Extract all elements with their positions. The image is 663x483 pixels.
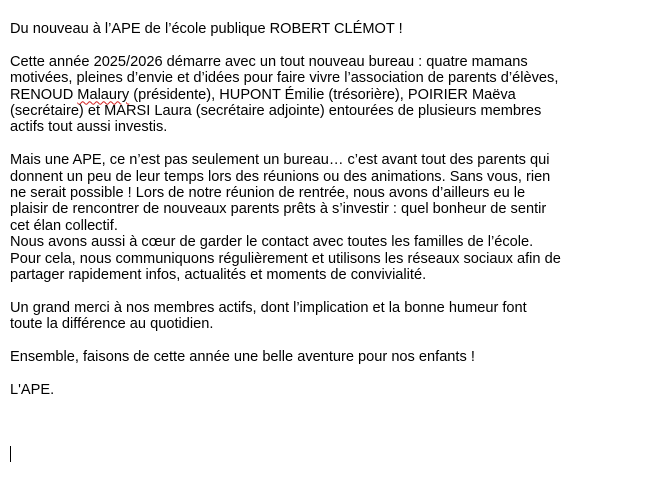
text-line: actifs tout aussi investis. bbox=[10, 119, 168, 136]
paragraph-contact bbox=[10, 234, 658, 283]
text-cursor bbox=[10, 446, 11, 462]
document-title bbox=[10, 21, 658, 37]
paragraph-parents bbox=[10, 152, 658, 234]
text-line: Mais une APE, ce n’est pas seulement un bureau… c’est avant tout des parents qui bbox=[10, 152, 550, 169]
signature-text: L'APE. bbox=[10, 381, 55, 398]
text-run: (présidente), HUPONT Émilie (trésorière), POIRIER Maëva bbox=[129, 86, 516, 103]
text-line: Un grand merci à nos membres actifs, dont l’implication et la bonne humeur font bbox=[10, 299, 527, 316]
text-line: Ensemble, faisons de cette année une belle aventure pour nos enfants ! bbox=[10, 349, 475, 366]
text-line: Cette année 2025/2026 démarre avec un tout nouveau bureau : quatre mamans bbox=[10, 53, 528, 70]
text-line: ne serait possible ! Lors de notre réunion de rentrée, nous avons d’ailleurs eu le bbox=[10, 185, 526, 202]
text-line: cet élan collectif. bbox=[10, 217, 118, 234]
text-line: donnent un peu de leur temps lors des réunions ou des animations. Sans vous, rien bbox=[10, 168, 551, 185]
text-line: toute la différence au quotidien. bbox=[10, 316, 214, 333]
text-line: plaisir de rencontrer de nouveaux parents prêts à s’investir : quel bonheur de sentir bbox=[10, 201, 547, 218]
paragraph-thanks bbox=[10, 300, 658, 333]
paragraph-new-board bbox=[10, 54, 658, 136]
text-line bbox=[10, 87, 658, 103]
text-line: partager rapidement infos, actualités et moments de convivialité. bbox=[10, 267, 427, 284]
misspelled-word[interactable]: Malaury bbox=[77, 86, 130, 103]
text-line: (secrétaire) et MARSI Laura (secrétaire adjointe) entourées de plusieurs membres bbox=[10, 103, 542, 120]
text-line: Nous avons aussi à cœur de garder le contact avec toutes les familles de l’école. bbox=[10, 234, 534, 251]
title-line: Du nouveau à l’APE de l’école publique ROBERT CLÉMOT ! bbox=[10, 21, 403, 37]
document-body[interactable] bbox=[10, 21, 658, 398]
signature bbox=[10, 382, 658, 398]
text-line: motivées, pleines d’envie et d’idées pour faire vivre l’association de parents d’élèves, bbox=[10, 70, 559, 87]
paragraph-closing bbox=[10, 349, 658, 365]
text-line: Pour cela, nous communiquons régulièrement et utilisons les réseaux sociaux afin de bbox=[10, 250, 561, 267]
text-run: RENOUD bbox=[10, 86, 78, 103]
